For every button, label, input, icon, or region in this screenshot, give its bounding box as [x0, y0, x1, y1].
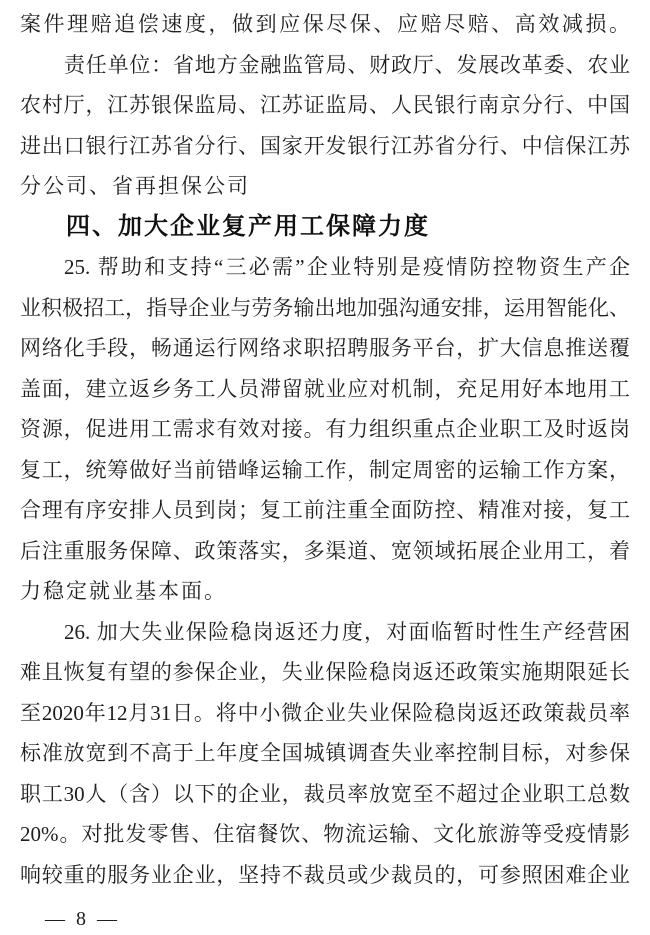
text-line: 26. 加大失业保险稳岗返还力度，对面临暂时性生产经营困 — [64, 619, 630, 644]
text-line: 力稳定就业基本面。 — [20, 579, 227, 603]
text-line: 20%。对批发零售、住宿餐饮、物流运输、文化旅游等受疫情影 — [20, 822, 630, 846]
text-line: 响较重的服务业企业，坚持不裁员或少裁员的，可参照困难企业 — [20, 862, 630, 887]
text-line: 资源，促进用工需求有效对接。有力组织重点企业职工及时返岗 — [20, 417, 630, 441]
text-line: 后注重服务保障、政策落实，多渠道、宽领域拓展企业用工，着 — [20, 538, 630, 563]
text-line: 合理有序安排人员到岗；复工前注重全面防控、精准对接，复工 — [20, 498, 630, 522]
text-line: 责任单位：省地方金融监管局、财政厅、发展改革委、农业 — [64, 52, 630, 77]
text-line: 复工，统筹做好当前错峰运输工作，制定周密的运输工作方案， — [20, 457, 630, 482]
section-heading: 四、加大企业复产用工保障力度 — [66, 212, 430, 240]
text-line: 盖面，建立返乡务工人员滞留就业应对机制，充足用好本地用工 — [20, 376, 630, 401]
text-line: 农村厅，江苏银保监局、江苏证监局、人民银行南京分行、中国 — [20, 93, 630, 117]
text-line: 分公司、省再担保公司 — [20, 174, 250, 198]
text-line: 难且恢复有望的参保企业，失业保险稳岗返还政策实施期限延长 — [20, 660, 630, 684]
text-line: 至2020年12月31日。将中小微企业失业保险稳岗返还政策裁员率 — [20, 700, 630, 725]
text-line: 25. 帮助和支持“三必需”企业特别是疫情防控物资生产企 — [64, 255, 630, 279]
text-line: 职工30人（含）以下的企业，裁员率放宽至不超过企业职工总数 — [20, 781, 630, 806]
page-number: — 8 — — [45, 908, 120, 930]
text-line: 网络化手段，畅通运行网络求职招聘服务平台，扩大信息推送覆 — [20, 336, 630, 360]
text-line: 业积极招工，指导企业与劳务输出地加强沟通安排，运用智能化、 — [20, 295, 630, 320]
text-line: 标准放宽到不高于上年度全国城镇调查失业率控制目标，对参保 — [20, 741, 630, 765]
text-line: 案件理赔追偿速度，做到应保尽保、应赔尽赔、高效减损。 — [20, 12, 630, 36]
text-line: 进出口银行江苏省分行、国家开发银行江苏省分行、中信保江苏 — [20, 133, 630, 158]
